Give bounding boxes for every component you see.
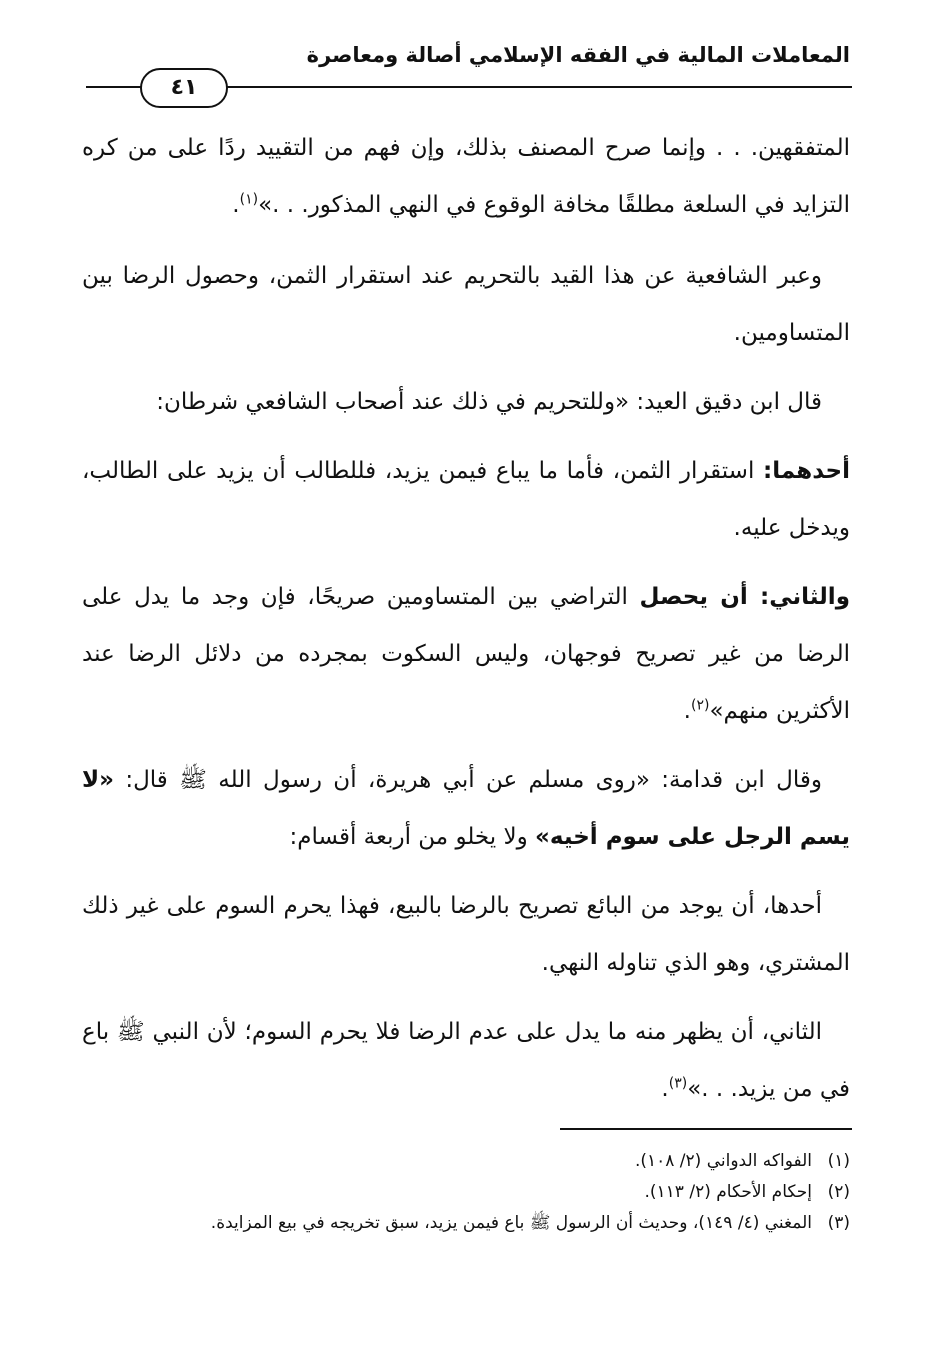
footnote-number: (٢) [827,1182,850,1202]
paragraph-8 [82,1004,850,1118]
footnote-ref-1: (١) [239,191,259,208]
footnote-rule [560,1128,852,1130]
paragraph-7-text: أحدها، أن يوجد من البائع تصريح بالرضا بالبيع، فهذا يحرم السوم على غير ذلك المشتري، وهو الذي تناوله النهي. [82,893,850,976]
footnote-text: إحكام الأحكام (٢/ ١١٣). [644,1182,812,1202]
paragraph-2 [82,248,850,362]
footnotes [80,1146,850,1239]
paragraph-5-lead: والثاني: أن يحصل [639,584,850,610]
hadith-quote: «لا يسم الرجل على سوم أخيه» [82,767,850,850]
paragraph-8-text: الثاني، أن يظهر منه ما يدل على عدم الرضا فلا يحرم السوم؛ لأن النبي ﷺ باع في من يزيد. . .» [82,1019,850,1102]
footnote-ref-3: (٣) [668,1075,688,1092]
footnote-number: (٣) [827,1213,850,1233]
paragraph-3-text: قال ابن دقيق العيد: «وللتحريم في ذلك عند أصحاب الشافعي شرطان: [156,389,822,415]
paragraph-1-text: المتفقهين. . . وإنما صرح المصنف بذلك، وإن فهم من التقييد ردًا على من كره التزايد في السلعة مطلقًا مخافة الوقوع في النهي المذكور. . .» [82,135,850,218]
paragraph-2-text: وعبر الشافعية عن هذا القيد بالتحريم عند استقرار الثمن، وحصول الرضا بين المتساومين. [82,263,850,346]
paragraph-6-text-b: ولا يخلو من أربعة أقسام: [289,824,536,850]
paragraph-8-end: . [661,1076,669,1102]
paragraph-4-lead: أحدهما: [763,458,850,484]
paragraph-4-text: استقرار الثمن، فأما ما يباع فيمن يزيد، فللطالب أن يزيد على الطالب، ويدخل عليه. [82,458,850,541]
footnote-number: (١) [827,1151,850,1171]
footnote-ref-2: (٢) [690,697,710,714]
paragraph-1 [82,120,850,234]
page-number: ٤١ [140,68,228,108]
main-text [82,120,850,1130]
paragraph-7 [82,878,850,992]
paragraph-5-end: . [683,698,691,724]
footnote-2 [80,1177,850,1208]
paragraph-1-end: . [232,192,240,218]
footnote-text: الفواكه الدواني (٢/ ١٠٨). [634,1151,812,1171]
running-title: المعاملات المالية في الفقه الإسلامي أصالة ومعاصرة [306,43,850,67]
paragraph-4 [82,443,850,557]
paragraph-3 [82,374,850,431]
footnote-text: المغني (٤/ ١٤٩)، وحديث أن الرسول ﷺ باع فيمن يزيد، سبق تخريجه في بيع المزايدة. [210,1213,812,1233]
paragraph-6-text-a: وقال ابن قدامة: «روى مسلم عن أبي هريرة، أن رسول الله ﷺ قال: [113,767,822,793]
paragraph-6 [82,752,850,866]
paragraph-5 [82,569,850,740]
footnote-3 [80,1208,850,1239]
footnote-1 [80,1146,850,1177]
paragraph-5-text: التراضي بين المتساومين صريحًا، فإن وجد ما يدل على الرضا من غير تصريح فوجهان، وليس السكوت بمجرده من دلائل الرضا عند الأكثرين منهم» [82,584,850,724]
